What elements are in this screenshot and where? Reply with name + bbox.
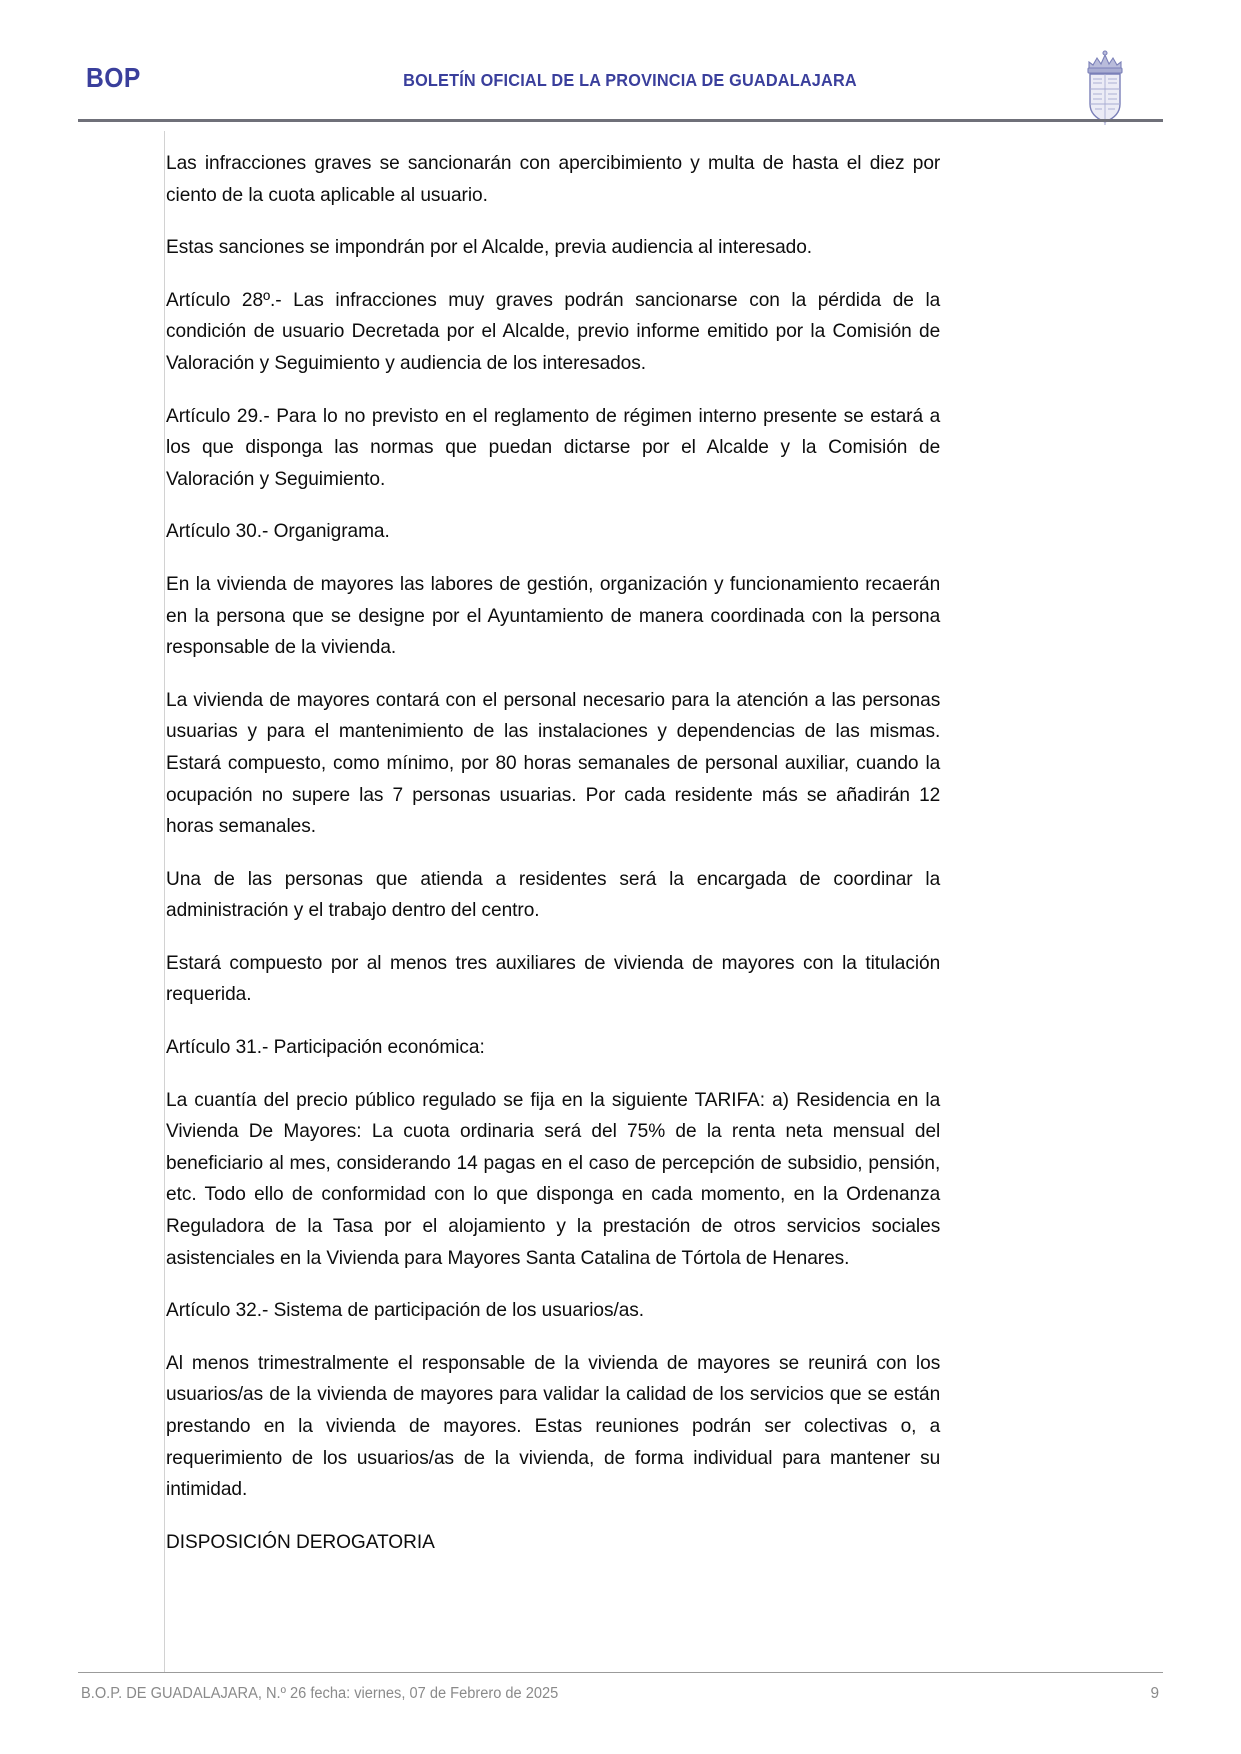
coat-of-arms-icon — [1078, 46, 1132, 126]
margin-rule — [164, 131, 165, 1672]
heading-disposicion-derogatoria: DISPOSICIÓN DEROGATORIA — [166, 1530, 435, 1553]
paragraph-articulo-30: Artículo 30.- Organigrama. — [166, 520, 390, 543]
paragraph-articulo-28: Artículo 28º.- Las infracciones muy graves podrán sancionarse con la pérdida de la condición de usuario Decretada por el Alcalde, previo informe emitido por la Comisión de Valoración y Seguimiento y audiencia de los interesados. — [166, 288, 941, 374]
bulletin-title: BOLETÍN OFICIAL DE LA PROVINCIA DE GUADALAJARA — [403, 70, 857, 90]
paragraph-tarifa: La cuantía del precio público regulado se fija en la siguiente TARIFA: a) Residencia en la Vivienda De Mayores: La cuota ordinaria será del 75% de la renta neta mensual del beneficiario al mes, considerando 14 pagas en el caso de percepción de subsidio, pensión, etc. Todo ello de conformidad con lo que disponga en cada momento, en la Ordenanza Reguladora de la Tasa por el alojamiento y la prestación de otros servicios sociales asistenciales en la Vivienda para Mayores Santa Catalina de Tórtola de Henares. — [166, 1088, 941, 1269]
paragraph: Una de las personas que atienda a residentes será la encargada de coordinar la administración y el trabajo dentro del centro. — [166, 867, 941, 922]
page-header — [78, 40, 1163, 120]
bop-logo-text: BOP — [86, 62, 141, 93]
paragraph: Estará compuesto por al menos tres auxiliares de vivienda de mayores con la titulación requerida. — [166, 951, 941, 1006]
paragraph: Estas sanciones se impondrán por el Alcalde, previa audiencia al interesado. — [166, 236, 813, 259]
footer-divider — [78, 1672, 1163, 1673]
header-divider — [78, 119, 1163, 122]
paragraph-articulo-32: Artículo 32.- Sistema de participación de los usuarios/as. — [166, 1299, 645, 1322]
paragraph: En la vivienda de mayores las labores de gestión, organización y funcionamiento recaerán en la persona que se designe por el Ayuntamiento de manera coordinada con la persona responsable de la vivienda. — [166, 572, 941, 659]
document-body — [166, 148, 952, 1558]
footer-publication-info: B.O.P. DE GUADALAJARA, N.º 26 fecha: viernes, 07 de Febrero de 2025 — [81, 1685, 559, 1702]
page-footer — [78, 1685, 1163, 1709]
paragraph: Las infracciones graves se sancionarán con apercibimiento y multa de hasta el diez por ciento de la cuota aplicable al usuario. — [166, 152, 941, 206]
paragraph: Al menos trimestralmente el responsable de la vivienda de mayores se reunirá con los usuarios/as de la vivienda de mayores para validar la calidad de los servicios que se están prestando en la vivienda de mayores. Estas reuniones podrán ser colectivas o, a requerimiento de los usuarios/as de la vivienda, de forma individual para mantener su intimidad. — [166, 1351, 941, 1501]
paragraph-articulo-29: Artículo 29.- Para lo no previsto en el reglamento de régimen interno presente se estará a los que disponga las normas que puedan dictarse por el Alcalde y la Comisión de Valoración y Seguimiento. — [166, 404, 941, 490]
paragraph-articulo-31: Artículo 31.- Participación económica: — [166, 1036, 485, 1059]
page-number: 9 — [1150, 1685, 1159, 1702]
paragraph: La vivienda de mayores contará con el personal necesario para la atención a las personas usuarias y para el mantenimiento de las instalaciones y dependencias de las mismas. Estará compuesto, como mínimo, por 80 horas semanales de personal auxiliar, cuando la ocupación no supere las 7 personas usuarias. Por cada residente más se añadirán 12 horas semanales. — [166, 688, 941, 838]
